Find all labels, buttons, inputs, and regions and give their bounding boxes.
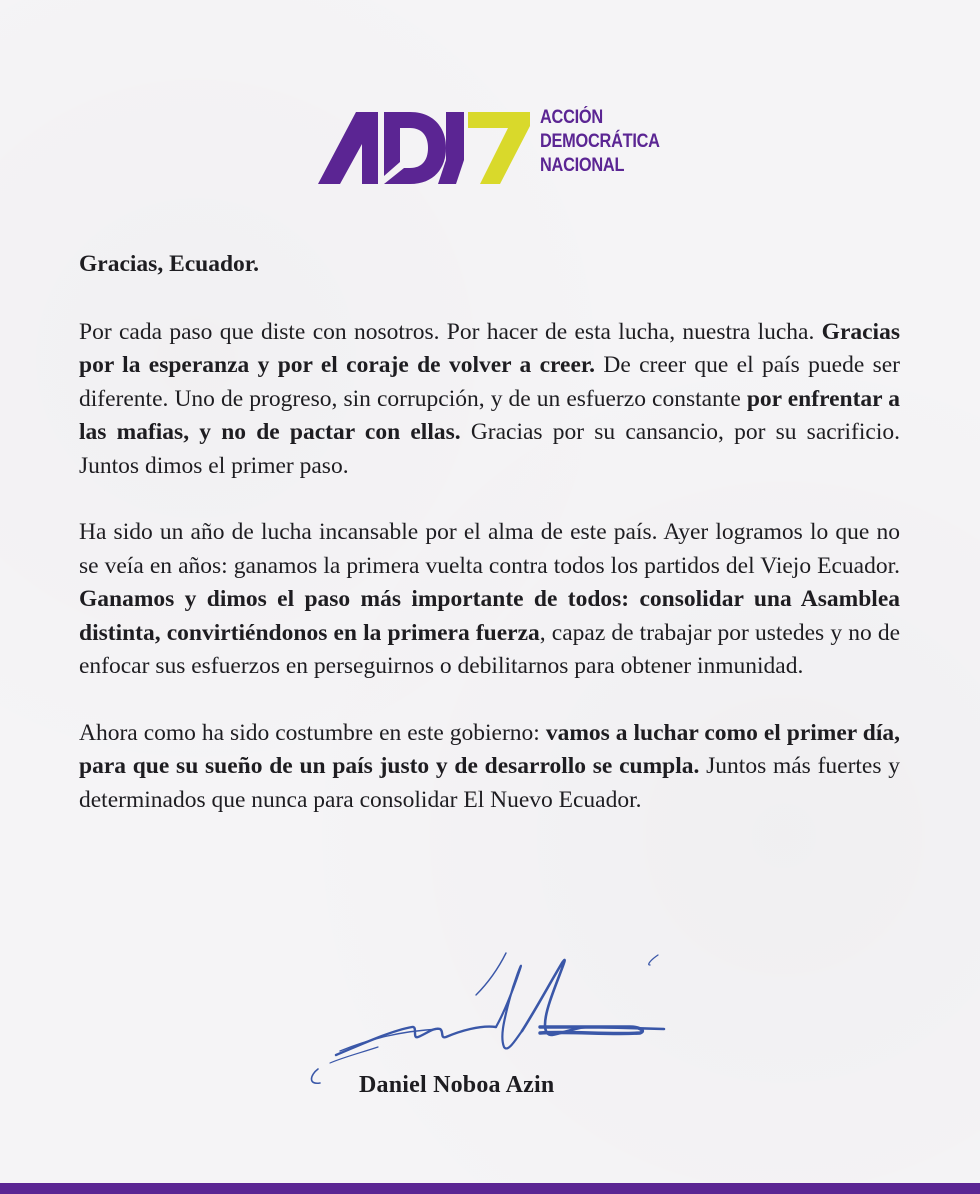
handwritten-signature — [300, 935, 680, 1095]
letter-paragraph — [79, 316, 900, 484]
letter-body — [79, 248, 900, 850]
body-text: Por cada paso que diste con nosotros. Por hacer de esta lucha, nuestra lucha. — [79, 318, 822, 345]
party-name — [540, 106, 660, 178]
emphasized-text: Gracias por la esperanza y por el coraje de volver a creer. — [79, 318, 900, 378]
logo-letter-a — [318, 112, 378, 184]
signatory-name: Daniel Noboa Azin — [359, 1072, 555, 1098]
emphasized-text: Ganamos y dimos el paso más importante de todos: consolidar una Asamblea distinta, convirtiéndonos en la primera fuerza — [79, 586, 900, 646]
emphasized-text: por enfrentar a las mafias, y no de pactar con ellas. — [79, 385, 900, 445]
emphasized-text: vamos a luchar como el primer día, para que su sueño de un país justo y de desarrollo se cumpla. — [79, 719, 900, 779]
party-name-line: ACCIÓN — [540, 107, 603, 128]
bottom-brand-bar — [0, 1183, 980, 1194]
letter-greeting: Gracias, Ecuador. — [79, 251, 259, 277]
party-name-line: DEMOCRÁTICA — [540, 131, 660, 152]
body-text: De creer que el país puede ser diferente. Uno de progreso, sin corrupción, y de un esfuerzo constante — [79, 352, 900, 412]
letter-paragraph — [79, 516, 900, 684]
party-logo — [318, 104, 678, 188]
letter-paragraphs — [79, 316, 900, 818]
body-text: Gracias por su cansancio, por su sacrificio. Juntos dimos el primer paso. — [79, 419, 900, 479]
adn-logo-mark — [318, 104, 532, 186]
logo-letter-d — [384, 112, 446, 184]
body-text: Ahora como ha sido costumbre en este gobierno: — [79, 719, 546, 746]
body-text: Juntos más fuertes y determinados que nunca para consolidar El Nuevo Ecuador. — [79, 753, 900, 813]
body-text: Ha sido un año de lucha incansable por el alma de este país. Ayer logramos lo que no se veía en años: ganamos la primera vuelta contra todos los partidos del Viejo Ecuador. — [79, 519, 900, 579]
letter-paragraph — [79, 717, 900, 818]
logo-number-seven — [468, 112, 530, 184]
party-name-line: NACIONAL — [540, 155, 625, 176]
body-text: , capaz de trabajar por ustedes y no de enfocar sus esfuerzos en perseguirnos o debilitarnos para obtener inmunidad. — [79, 619, 900, 679]
